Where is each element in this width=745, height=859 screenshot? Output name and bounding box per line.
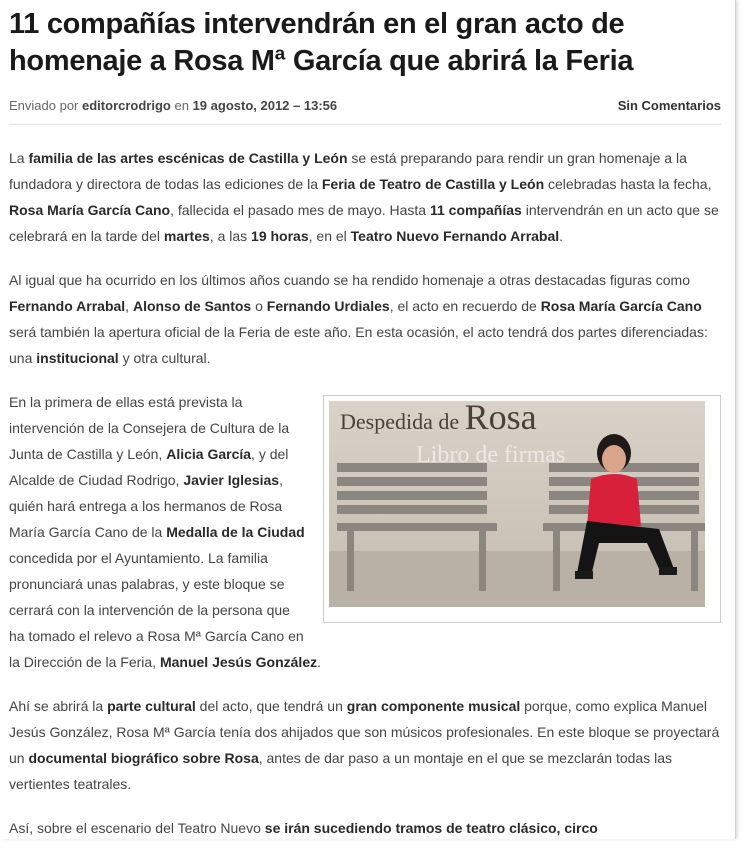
comments-link[interactable]: Sin Comentarios (617, 98, 721, 113)
author-link[interactable]: editorcrodrigo (82, 98, 171, 113)
post-meta (9, 98, 721, 113)
paragraph-1: La familia de las artes escénicas de Castilla y León se está preparando para rendir un gran homenaje a la fundadora y directora de todas las ediciones de la Feria de Teatro de Castilla y León celebradas hasta la fecha, Rosa María García Cano, fallecida el pasado mes de mayo. Hasta 11 compañías intervendrán en un acto que se celebrará en la tarde del martes, a las 19 horas, en el Teatro Nuevo Fernando Arrabal. (9, 150, 719, 244)
article-body (9, 145, 721, 859)
post-byline (9, 98, 337, 113)
post-date: 19 agosto, 2012 – 13:56 (192, 98, 338, 113)
article-photo[interactable] (323, 395, 721, 623)
paragraph-2: Al igual que ha ocurrido en los últimos años cuando se ha rendido homenaje a otras destacadas figuras como Fernando Arrabal, Alonso de Santos o Fernando Urdiales, el acto en recuerdo de Rosa María García Cano será también la apertura oficial de la Feria de este año. En esta ocasión, el acto tendrá dos partes diferenciadas: una institucional y otra cultural. (9, 272, 708, 366)
meta-divider (9, 124, 721, 125)
sent-by-label: Enviado por (9, 98, 79, 113)
paragraph-4: Ahí se abrirá la parte cultural del acto, que tendrá un gran componente musical porque, como explica Manuel Jesús González, Rosa Mª García tenía dos ahijados que son músicos profesionales. En este bloque se proyectará un documental biográfico sobre Rosa, antes de dar paso a un montaje en el que se mezclarán todas las vertientes teatrales. (9, 698, 720, 792)
paragraph-3: En la primera de ellas está prevista la intervención de la Consejera de Cultura de la Junta de Castilla y León, Alicia García, y del Alcalde de Ciudad Rodrigo, Javier Iglesias, quién hará entrega a los hermanos de Rosa María García Cano de la Medalla de la Ciudad concedida por el Ayuntamiento. La familia pronunciará unas palabras, y este bloque se cerrará con la intervención de la persona que ha tomado el relevo a Rosa Mª García Cano en la Dirección de la Feria, Manuel Jesús González. (9, 394, 322, 670)
paragraph-5: Así, sobre el escenario del Teatro Nuevo se irán sucediendo tramos de teatro clásico, circo (9, 820, 598, 836)
on-label: en (174, 98, 189, 113)
photo-caption-title: Despedida de Rosa (340, 397, 537, 437)
photo-caption-subtitle: Libro de firmas (416, 442, 566, 468)
article-title[interactable]: 11 compañías intervendrán en el gran acto de homenaje a Rosa Mª García que abrirá la Feria (9, 8, 634, 77)
